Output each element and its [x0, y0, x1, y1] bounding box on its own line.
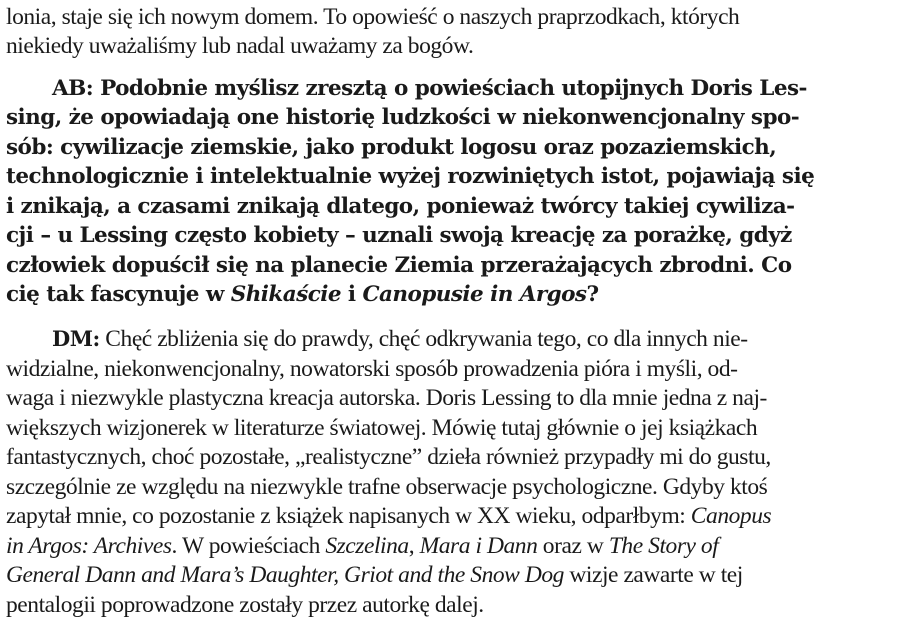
answer-line	[6, 472, 767, 502]
answer-line-8-oraz: oraz w	[537, 533, 609, 559]
answer-line-10: pentalogii poprowadzone zostały przez autorkę dalej.	[6, 592, 484, 618]
answer-line-8-comma: ,	[408, 533, 420, 559]
answer-line-5: fantastycznych, choć pozostałe, „realistyczne” dzieła również przypadły mi do gustu,	[6, 444, 771, 470]
question-line-6: cji – u Lessing często kobiety – uznali swoją kreację za porażkę, gdyż	[6, 223, 792, 248]
answer-line	[6, 560, 743, 590]
question-line	[6, 251, 792, 281]
question-line-2: sing, że opowiadają one historię ludzkości w niekonwencjonalny spo-	[6, 105, 800, 130]
question-line-8-mid: i	[340, 282, 363, 307]
answer-line	[6, 354, 738, 384]
question-line-8-post: ?	[586, 282, 599, 307]
answer-line	[6, 501, 771, 531]
answer-line-8-text: . W powieściach	[171, 533, 326, 559]
question-line-3: sób: cywilizacje ziemskie, jako produkt logosu oraz pozaziemskich,	[6, 135, 777, 160]
book-title-szczelina: Szczelina	[325, 533, 409, 559]
answer-line-7-pre: zapytał mnie, co pozostanie z książek napisanych w XX wieku, odparłbym:	[6, 503, 691, 529]
question-line	[6, 74, 807, 104]
question-line-4: technologicznie i intelektualnie wyżej rozwiniętych istot, pojawiają się	[6, 164, 815, 189]
answer-line	[6, 531, 718, 561]
book-title-mara-dann: Mara i Dann	[419, 533, 538, 559]
book-title-canopus: Canopusie in Argos	[362, 282, 587, 307]
question-line	[6, 103, 799, 133]
answer-line-9-post: wizje zawarte w tej	[563, 562, 743, 588]
question-line-7: człowiek dopuścił się na planecie Ziemia przerażających zbrodni. Co	[6, 253, 792, 278]
answer-line-4: większych wizjonerek w literaturze światowej. Mówię tutaj głównie o jej książkach	[6, 415, 758, 441]
answer-line-6: szczególnie ze względu na niezwykle trafne obserwacje psychologiczne. Gdyby ktoś	[6, 474, 768, 500]
question-line	[6, 221, 792, 251]
book-title-canopus-archives: Canopus	[690, 503, 772, 529]
answer-line	[6, 324, 748, 354]
question-line-5: i znikają, a czasami znikają dlatego, ponieważ twórcy takiej cywiliza-	[6, 194, 795, 219]
answer-line-2: widzialne, niekonwencjonalny, nowatorski sposób prowadzenia pióra i myśli, od-	[6, 356, 738, 382]
question-line	[6, 192, 795, 222]
book-title-archives: in Argos: Archives	[6, 533, 172, 559]
question-line-8-pre: cię tak fascynuje w	[6, 282, 231, 307]
answer-line	[6, 590, 484, 620]
text-line	[6, 31, 473, 61]
question-line	[6, 162, 814, 192]
question-speaker: AB:	[52, 76, 94, 101]
text-line	[6, 2, 894, 32]
question-line-1: Podobnie myślisz zresztą o powieściach utopijnych Doris Les-	[100, 76, 807, 101]
answer-line	[6, 383, 767, 413]
intro-line-2: niekiedy uważaliśmy lub nadal uważamy za bogów.	[6, 33, 474, 59]
book-title-story-of: The Story of	[608, 533, 719, 559]
question-line	[6, 133, 776, 163]
answer-line	[6, 442, 771, 472]
book-title-shikasta: Shikaście	[230, 282, 341, 307]
intro-line-1: lonia, staje się ich nowym domem. To opowieść o naszych praprzodkach, których	[6, 4, 740, 30]
answer-line-1: Chęć zbliżenia się do prawdy, chęć odkrywania tego, co dla innych nie-	[105, 326, 748, 352]
answer-line-3: waga i niezwykle plastyczna kreacja autorska. Doris Lessing to dla mnie jedna z naj-	[6, 385, 767, 411]
answer-line	[6, 413, 757, 443]
book-title-general-dann: General Dann and Mara’s Daughter, Griot and the Snow Dog	[6, 562, 564, 588]
question-line	[6, 280, 599, 310]
answer-speaker: DM:	[52, 326, 100, 351]
